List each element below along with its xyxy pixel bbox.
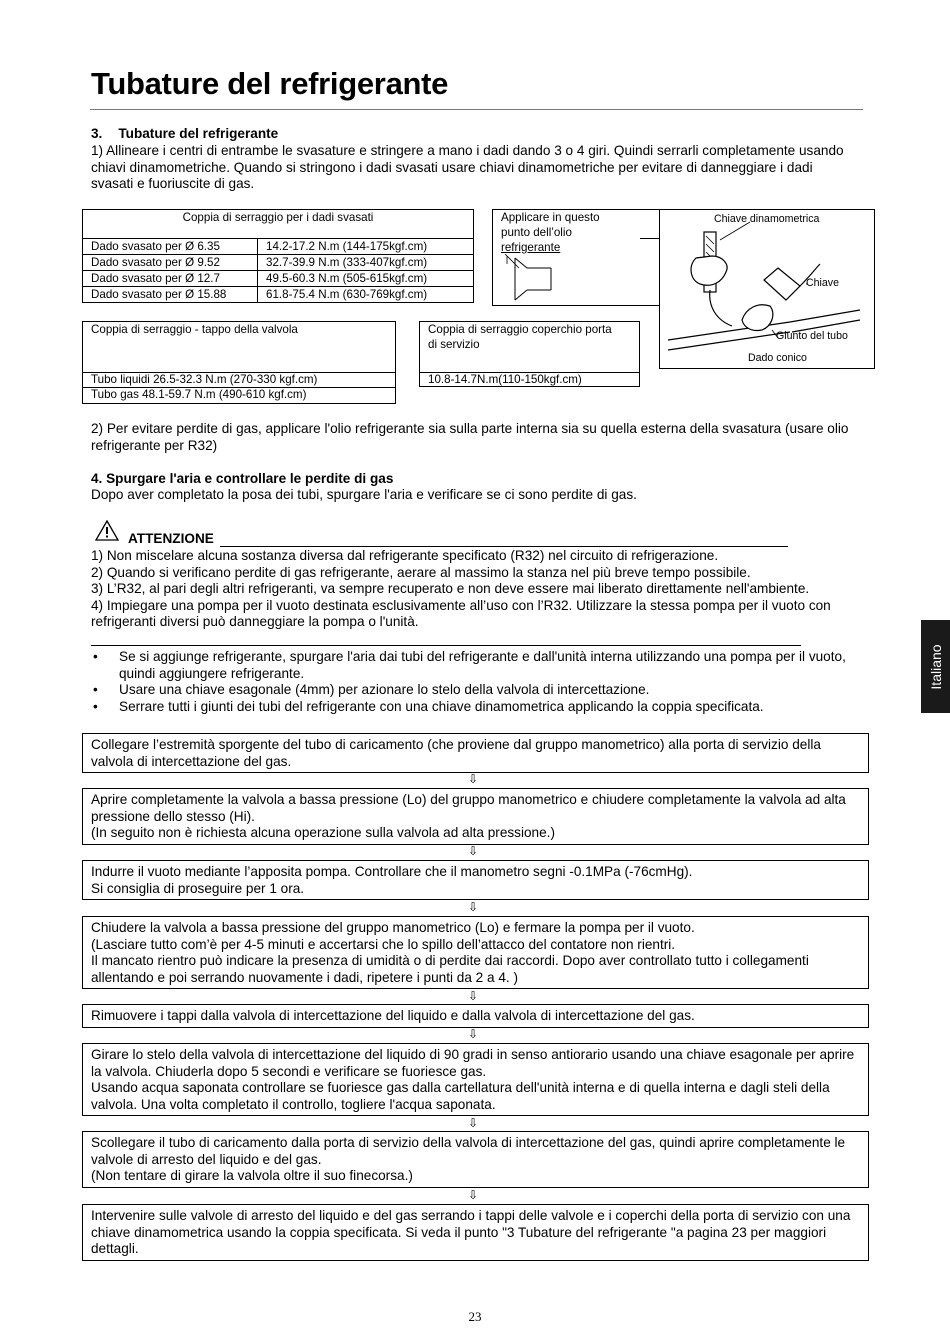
down-arrow-icon: ⇩ bbox=[468, 1188, 479, 1202]
valve-table-header: Coppia di serraggio - tappo della valvola bbox=[91, 323, 298, 336]
flare-row-value: 49.5-60.3 N.m (505-615kgf.cm) bbox=[258, 271, 474, 287]
title-divider bbox=[90, 109, 863, 110]
table-row bbox=[83, 239, 474, 255]
warning-title-rule bbox=[220, 546, 788, 547]
table-row bbox=[83, 271, 474, 287]
flare-pipe-icon bbox=[503, 254, 583, 304]
valve-cap-table bbox=[82, 321, 396, 404]
section4-text: Dopo aver completato la posa dei tubi, spurgare l'aria e verificare se ci sono perdite di gas. bbox=[91, 487, 637, 502]
flare-row-value: 14.2-17.2 N.m (144-175kgf.cm) bbox=[258, 239, 474, 255]
valve-row-liquid: Tubo liquidi 26.5-32.3 N.m (270-330 kgf.cm) bbox=[91, 373, 318, 386]
procedure-step-4 bbox=[82, 916, 869, 989]
warning-list bbox=[91, 548, 863, 631]
down-arrow-icon: ⇩ bbox=[468, 844, 479, 858]
step-line: Aprire completamente la valvola a bassa pressione (Lo) del gruppo manometrico e chiudere completamente la valvola ad alta pressione dello stesso (Hi). bbox=[91, 792, 846, 824]
language-side-tab bbox=[921, 620, 950, 713]
flare-row-label: Dado svasato per Ø 12.7 bbox=[83, 271, 258, 287]
service-table-value: 10.8-14.7N.m(110-150kgf.cm) bbox=[428, 373, 582, 386]
flare-table-header: Coppia di serraggio per i dadi svasati bbox=[83, 210, 474, 239]
procedure-step-5 bbox=[82, 1004, 869, 1028]
label-flare-nut: Dado conico bbox=[748, 352, 807, 364]
oil-box-line1: Applicare in questo bbox=[501, 211, 600, 224]
section3-paragraph: 1) Allineare i centri di entrambe le svasature e stringere a mano i dadi dando 3 o 4 giri. Quindi serrarli completamente usando chiavi dinamometriche. Quando si stringono i dadi svasati usare chiavi dinamometriche per evitare di danneggiare i dadi svasati e fuoriuscite di gas. bbox=[91, 143, 844, 192]
page-number: 23 bbox=[468, 1309, 482, 1324]
warning-title: ATTENZIONE bbox=[128, 531, 214, 546]
step-line: (Lasciare tutto com’è per 4-5 minuti e accertarsi che lo spillo dell’attacco del contatore non rientri. bbox=[91, 936, 676, 952]
flare-row-value: 61.8-75.4 N.m (630-769kgf.cm) bbox=[258, 287, 474, 303]
page-title: Tubature del refrigerante bbox=[91, 66, 449, 101]
flare-row-value: 32.7-39.9 N.m (333-407kgf.cm) bbox=[258, 255, 474, 271]
procedure-step-8 bbox=[82, 1204, 869, 1261]
step-line: Rimuovere i tappi dalla valvola di intercettazione del liquido e dalla valvola di intercettazione del gas. bbox=[91, 1008, 695, 1023]
language-label: Italiano bbox=[927, 643, 944, 690]
down-arrow-icon: ⇩ bbox=[468, 900, 479, 914]
service-table-header-1: Coppia di serraggio coperchio porta bbox=[428, 323, 612, 336]
warning-item: 3) L’R32, al pari degli altri refrigeranti, va sempre recuperato e non deve essere mai liberato direttamente nell'ambiente. bbox=[91, 581, 810, 597]
step-line: Si consiglia di proseguire per 1 ora. bbox=[91, 880, 305, 896]
label-pipe-joint: Giunto del tubo bbox=[776, 330, 848, 342]
down-arrow-icon: ⇩ bbox=[468, 1027, 479, 1041]
procedure-step-7 bbox=[82, 1131, 869, 1188]
table-row bbox=[83, 255, 474, 271]
list-item: • Se si aggiunge refrigerante, spurgare l'aria dai tubi del refrigerante e dall'unità interna utilizzando una pompa per il vuoto, quindi aggiungere refrigerante. bbox=[91, 649, 863, 682]
step-line: Il mancato rientro può indicare la presenza di umidità o di perdite dai raccordi. Dopo aver controllato tutto i collegamenti allentando e poi serrando nuovamente i dadi, ripetere i punti da 2 a 4. ) bbox=[91, 953, 809, 985]
flare-torque-table bbox=[82, 209, 474, 303]
list-item: • Usare una chiave esagonale (4mm) per azionare lo stelo della valvola di intercettazione. bbox=[91, 682, 863, 699]
step-line: Indurre il vuoto mediante l’apposita pompa. Controllare che il manometro segni -0.1MPa (-76cmHg). bbox=[91, 864, 693, 879]
procedure-step-3 bbox=[82, 860, 869, 900]
service-table-header-2: di servizio bbox=[428, 338, 480, 351]
down-arrow-icon: ⇩ bbox=[468, 989, 479, 1003]
step-line: Scollegare il tubo di caricamento dalla porta di servizio della valvola di intercettazione del gas, quindi aprire completamente le valvole di arresto del liquido e del gas. bbox=[91, 1135, 846, 1167]
label-wrench: Chiave bbox=[806, 277, 839, 289]
warning-item: 4) Impiegare una pompa per il vuoto destinata esclusivamente all’uso con l’R32. Utilizzare la stessa pompa per il vuoto con refrigeranti diversi può danneggiare la pompa o l'unità. bbox=[91, 597, 831, 630]
list-item: • Serrare tutti i giunti dei tubi del refrigerante con una chiave dinamometrica applicando la coppia specificata. bbox=[91, 699, 863, 716]
step-line: Chiudere la valvola a bassa pressione del gruppo manometrico (Lo) e fermare la pompa per il vuoto. bbox=[91, 920, 695, 935]
step-line: (Non tentare di girare la valvola oltre il suo finecorsa.) bbox=[91, 1168, 413, 1184]
down-arrow-icon: ⇩ bbox=[468, 1116, 479, 1130]
procedure-step-1 bbox=[82, 733, 869, 773]
flare-row-label: Dado svasato per Ø 6.35 bbox=[83, 239, 258, 255]
down-arrow-icon: ⇩ bbox=[468, 772, 479, 786]
procedure-step-6 bbox=[82, 1043, 869, 1116]
service-port-table bbox=[419, 321, 640, 387]
wrench-diagram bbox=[659, 209, 875, 369]
section3-heading-num: 3. bbox=[91, 126, 103, 141]
oil-box-line3: refrigerante bbox=[501, 241, 561, 254]
oil-paragraph: 2) Per evitare perdite di gas, applicare l'olio refrigerante sia sulla parte interna sia su quella esterna della svasatura (usare olio refrigerante per R32) bbox=[91, 421, 849, 453]
warning-item: 2) Quando si verificano perdite di gas refrigerante, aerare al massimo la stanza nel più breve tempo possibile. bbox=[91, 564, 751, 580]
flare-row-label: Dado svasato per Ø 15.88 bbox=[83, 287, 258, 303]
warning-icon bbox=[95, 520, 119, 541]
label-torque-wrench: Chiave dinamometrica bbox=[714, 213, 820, 225]
step-line: Girare lo stelo della valvola di intercettazione del liquido di 90 gradi in senso antiorario usando una chiave esagonale per aprire la valvola. Chiuderla dopo 5 secondi e verificare se fuoriesce gas. bbox=[91, 1047, 855, 1079]
step-line: (In seguito non è richiesta alcuna operazione sulla valvola ad alta pressione.) bbox=[91, 825, 555, 841]
step-line: Collegare l’estremità sporgente del tubo di caricamento (che proviene dal gruppo manometrico) alla porta di servizio della valvola di intercettazione del gas. bbox=[91, 737, 821, 769]
section3-heading-text: Tubature del refrigerante bbox=[118, 126, 279, 141]
oil-box-line2: punto dell’olio bbox=[501, 226, 572, 239]
valve-row-gas: Tubo gas 48.1-59.7 N.m (490-610 kgf.cm) bbox=[91, 388, 307, 401]
flare-row-label: Dado svasato per Ø 9.52 bbox=[83, 255, 258, 271]
step-line: Intervenire sulle valvole di arresto del liquido e del gas serrando i tappi delle valvole e i coperchi della porta di servizio con una chiave dinamometrica usando la coppia specificata. Si veda il punto "3 Tubature del refrigerante "a pagina 23 per maggiori dettagli. bbox=[91, 1208, 851, 1257]
section4-heading: 4. Spurgare l'aria e controllare le perdite di gas bbox=[91, 471, 394, 486]
procedure-step-2 bbox=[82, 788, 869, 845]
bullet-list bbox=[91, 649, 863, 715]
table-row bbox=[83, 287, 474, 303]
warning-bottom-rule bbox=[91, 645, 801, 646]
step-line: Usando acqua saponata controllare se fuoriesce gas dalla cartellatura dell'unità interna e di quella interna e dagli steli della valvola. Una volta completato il controllo, togliere l'acqua saponata. bbox=[91, 1080, 830, 1112]
section3-heading bbox=[91, 126, 278, 143]
warning-item: 1) Non miscelare alcuna sostanza diversa dal refrigerante specificato (R32) nel circuito di refrigerazione. bbox=[91, 548, 719, 563]
oil-application-box bbox=[492, 209, 660, 306]
oil-leader-line bbox=[640, 238, 660, 239]
